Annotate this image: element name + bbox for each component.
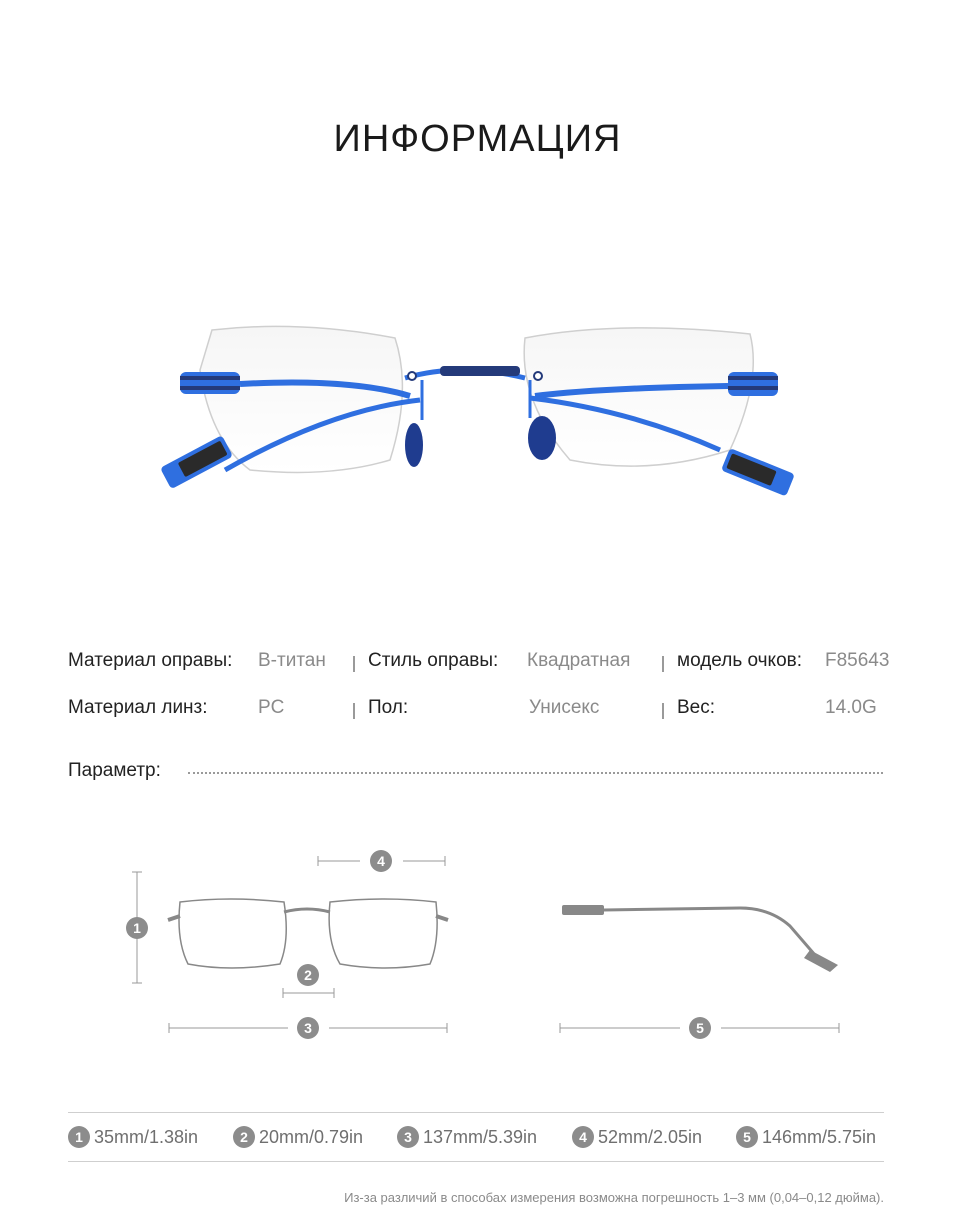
measurement-value: 20mm/0.79in [259,1127,364,1147]
spec-row-2 [0,697,955,727]
badge-3 [297,1017,319,1039]
measurement-item [233,1126,363,1148]
measurement-value: 35mm/1.38in [94,1127,199,1147]
measurement-note: Из-за различий в способах измерения возможна погрешность 1–3 мм (0,04–0,12 дюйма). [344,1190,884,1205]
model-value: F85643 [825,650,890,671]
measurements-row [68,1112,884,1162]
frame-style-value: Квадратная [527,650,631,671]
separator [662,703,664,719]
badge-5 [689,1017,711,1039]
svg-text:4: 4 [377,853,385,869]
dimension-diagram [0,830,955,1060]
svg-text:2: 2 [304,967,312,983]
weight-label: Вес: [677,697,716,718]
gender-value: Унисекс [529,697,600,718]
page-title: ИНФОРМАЦИЯ [333,118,622,160]
parameter-label: Параметр: [68,760,161,781]
measurement-number: 3 [397,1126,419,1148]
model-label: модель очков: [677,650,803,671]
frame-material-label: Материал оправы: [68,650,233,671]
measurement-item [736,1126,876,1148]
svg-text:5: 5 [696,1020,704,1036]
glasses-product-image [150,300,810,540]
lens-material-label: Материал линз: [68,697,208,718]
measurement-number: 5 [736,1126,758,1148]
lens-material-value: PC [258,697,285,718]
measurement-number: 4 [572,1126,594,1148]
side-view-temple [562,905,838,972]
measurement-value: 137mm/5.39in [423,1127,538,1147]
spec-row-1 [0,650,955,680]
measurement-value: 146mm/5.75in [762,1127,877,1147]
front-view-outline [168,899,448,968]
dotted-leader [188,772,883,774]
measurement-number: 1 [68,1126,90,1148]
separator [353,656,355,672]
svg-text:3: 3 [304,1020,312,1036]
gender-label: Пол: [368,697,409,718]
measurement-item [397,1126,537,1148]
measurement-number: 2 [233,1126,255,1148]
frame-material-value: B-титан [258,650,326,671]
badge-2 [297,964,319,986]
weight-value: 14.0G [825,697,877,718]
badge-1 [126,917,148,939]
separator [662,656,664,672]
svg-text:1: 1 [133,920,141,936]
badge-4 [370,850,392,872]
frame-style-label: Стиль оправы: [368,650,499,671]
measurement-item [68,1126,198,1148]
separator [353,703,355,719]
measurement-item [572,1126,702,1148]
measurement-value: 52mm/2.05in [598,1127,703,1147]
